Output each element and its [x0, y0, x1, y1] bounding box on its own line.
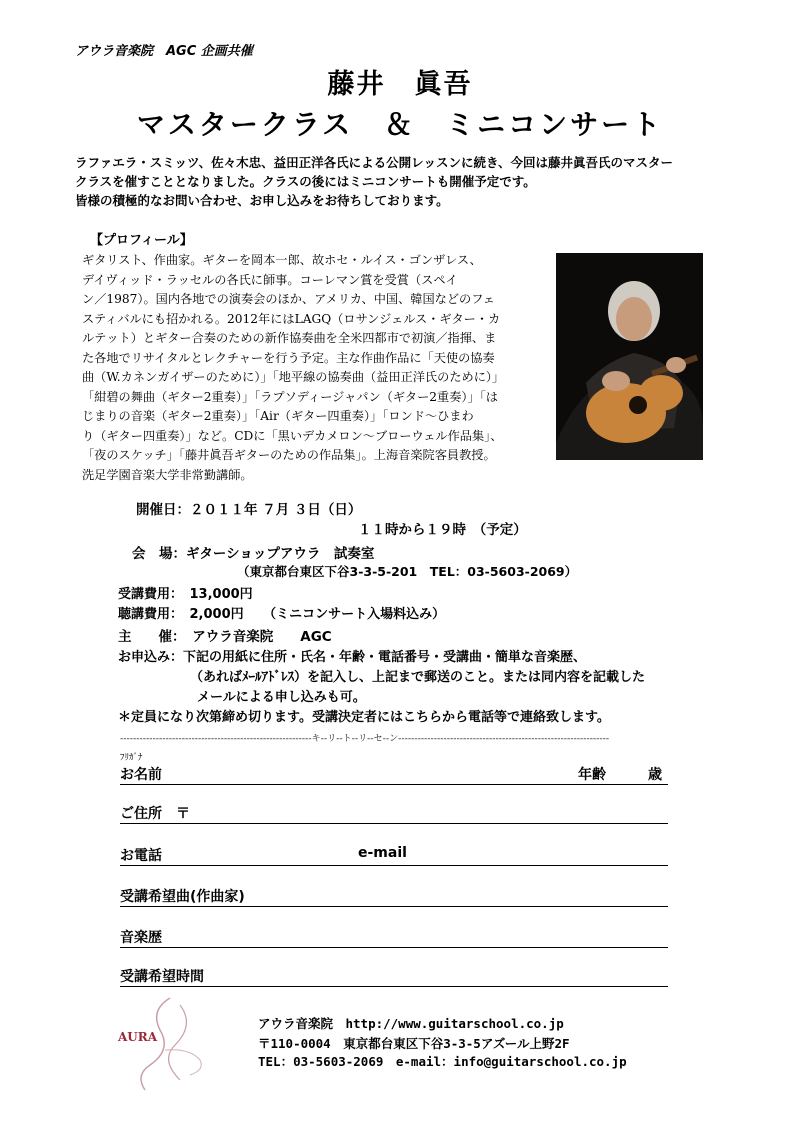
intro-line: クラスを催すこととなりました。クラスの後にはミニコンサートも開催予定です。: [75, 174, 536, 189]
time-field[interactable]: [120, 966, 668, 987]
aura-logo-mark: [110, 990, 220, 1100]
venue-address: （東京都台東区下谷3-3-5-201 TEL：03-5603-2069）: [237, 564, 578, 579]
event-title: マスタークラス ＆ ミニコンサート: [136, 108, 664, 141]
bio-line: ルテット）とギター合奏のための新作協奏曲を全米四都市で初演／指揮、ま: [82, 331, 497, 345]
capacity-notice: ＊定員になり次第締め切ります。受講決定者にはこちらから電話等で連絡致します。: [118, 710, 610, 725]
bio-line: 「紺碧の舞曲（ギター2重奏）」「ラプソディージャパン（ギター2重奏）」「は: [82, 389, 498, 404]
organizer-line: アウラ音楽院 AGC 企画共催: [75, 44, 253, 59]
application-line-1: お申込み：下記の用紙に住所・氏名・年齢・電話番号・受講曲・簡単な音楽歴、: [118, 650, 587, 665]
school-name-url: アウラ音楽院 http://www.guitarschool.co.jp: [258, 1016, 564, 1031]
furigana-label: ﾌﾘｶﾞﾅ: [120, 753, 143, 763]
bio-line: 「夜のスケッチ」「藤井眞吾ギターのための作品集」。上海音楽院客員教授。: [82, 448, 496, 462]
profile-biography: [82, 251, 552, 485]
phone-field[interactable]: [120, 845, 668, 866]
bio-line: り（ギター四重奏）」など。CDに「黒いデカメロン〜ブローウェル作品集」、: [82, 428, 503, 443]
school-address: 〒110-0004 東京都台東区下谷3-3-5アズール上野2F: [258, 1036, 570, 1051]
performer-name-title: 藤井 眞吾: [327, 69, 473, 100]
cut-line: -----------------------------------------------------------キ--リ--ト--リ--セ--ン-----------------------------------------------------------------: [120, 734, 610, 744]
guitarist-photo: [556, 253, 703, 460]
name-field[interactable]: [120, 764, 668, 785]
application-line-2: （あればﾒｰﾙｱﾄﾞﾚｽ）を記入し、上記まで郵送のこと。または同内容を記載した: [190, 670, 646, 685]
bio-line: スティバルにも招かれる。2012年にはLAGQ（ロサンジェルス・ギター・カ: [82, 311, 501, 326]
address-label: ご住所 〒: [120, 806, 190, 822]
bio-line: ン／1987）。国内各地での演奏会のほか、アメリカ、中国、韓国などのフェ: [82, 292, 495, 306]
email-label: e-mail: [358, 845, 407, 861]
lesson-fee: 受講費用： 13,000円: [118, 587, 253, 602]
aura-logo: [110, 990, 220, 1100]
address-field[interactable]: [120, 803, 668, 824]
bio-line: デイヴィッド・ラッセルの各氏に師事。コーレマン賞を受賞（スペイ: [82, 272, 458, 287]
host: 主 催： アウラ音楽院 AGC: [118, 629, 332, 645]
event-time: １１時から１９時 （予定）: [358, 522, 527, 538]
bio-line: 曲（W.カネンガイザーのために）」「地平線の協奏曲（益田正洋氏のために）」: [82, 370, 505, 384]
school-contact: TEL：03-5603-2069 e-mail：info@guitarschool.co.jp: [258, 1054, 627, 1069]
bio-line: 洗足学園音楽大学非常勤講師。: [82, 467, 253, 482]
pieces-label: 受講希望曲(作曲家): [120, 889, 245, 905]
pieces-field[interactable]: [120, 886, 668, 907]
time-label: 受講希望時間: [120, 969, 204, 985]
profile-heading: 【プロフィール】: [90, 233, 193, 248]
intro-line: 皆様の積極的なお問い合わせ、お申し込みをお待ちしております。: [75, 193, 449, 208]
name-label: お名前: [120, 767, 162, 783]
bio-line: ギタリスト、作曲家。ギターを岡本一郎、故ホセ・ルイス・ゴンザレス、: [82, 253, 482, 267]
application-line-3: メールによる申し込みも可。: [197, 690, 366, 705]
intro-line: ラファエラ・スミッツ、佐々木忠、益田正洋各氏による公開レッスンに続き、今回は藤井眞吾氏のマスター: [75, 155, 674, 170]
event-date: 開催日：２０１１年 ７月 ３日（日）: [136, 502, 362, 518]
age-label: 年齢 歳: [578, 767, 662, 783]
aura-logo-text: AURA: [118, 1030, 158, 1044]
event-venue: 会 場：ギターショップアウラ 試奏室: [132, 546, 375, 562]
audit-fee: 聴講費用： 2,000円 （ミニコンサート入場料込み）: [118, 607, 446, 622]
history-field[interactable]: [120, 927, 668, 948]
bio-line: た各地でリサイタルとレクチャーを行う予定。主な作曲作品に「天使の協奏: [82, 350, 495, 365]
history-label: 音楽歴: [120, 930, 162, 946]
intro-paragraph: [75, 153, 735, 210]
phone-label: お電話: [120, 848, 162, 864]
bio-line: じまりの音楽（ギター2重奏）」「Air（ギター四重奏）」「ロンド〜ひまわ: [82, 409, 474, 423]
